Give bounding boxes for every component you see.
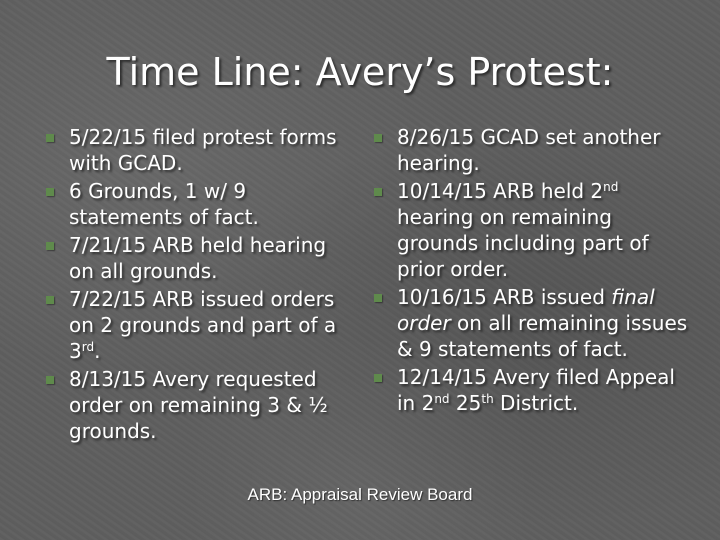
right-bullet-list xyxy=(374,124,694,418)
left-item-5 xyxy=(46,366,356,444)
bullet-text: 8/13/15 Avery requested order on remaining 3 & ½ grounds. xyxy=(69,367,328,443)
square-bullet-icon xyxy=(46,242,54,250)
square-bullet-icon xyxy=(374,134,382,142)
right-item-2 xyxy=(374,178,694,282)
bullet-text: on all remaining issues & 9 statements of fact. xyxy=(397,311,688,361)
superscript-text: nd xyxy=(434,392,450,406)
bullet-text: 7/21/15 ARB held hearing on all grounds. xyxy=(69,233,327,283)
footer-note: ARB: Appraisal Review Board xyxy=(247,485,473,504)
square-bullet-icon xyxy=(46,188,54,196)
bullet-text: 8/26/15 GCAD set another hearing. xyxy=(397,125,661,175)
left-item-4 xyxy=(46,286,356,364)
square-bullet-icon xyxy=(374,374,382,382)
square-bullet-icon xyxy=(46,296,54,304)
bullet-text: hearing on remaining grounds including part of prior order. xyxy=(397,205,649,281)
left-bullet-list xyxy=(46,124,356,446)
superscript-text: th xyxy=(481,392,494,406)
bullet-text: District. xyxy=(493,391,579,415)
bullet-text: 6 Grounds, 1 w/ 9 statements of fact. xyxy=(69,179,259,229)
left-item-2 xyxy=(46,178,356,230)
square-bullet-icon xyxy=(46,134,54,142)
slide-title: Time Line: Avery’s Protest: xyxy=(106,50,614,94)
bullet-text: . xyxy=(94,339,101,363)
bullet-text: 5/22/15 filed protest forms with GCAD. xyxy=(69,125,337,175)
square-bullet-icon xyxy=(374,294,382,302)
right-item-3 xyxy=(374,284,694,362)
right-item-1 xyxy=(374,124,694,176)
left-item-1 xyxy=(46,124,356,176)
left-item-3 xyxy=(46,232,356,284)
bullet-text: 25 xyxy=(449,391,482,415)
superscript-text: rd xyxy=(81,340,95,354)
bullet-text: 10/16/15 ARB issued xyxy=(397,285,612,309)
square-bullet-icon xyxy=(374,188,382,196)
right-item-4 xyxy=(374,364,694,416)
bullet-text: 7/22/15 ARB issued orders on 2 grounds and part of a 3 xyxy=(69,287,337,363)
bullet-text: 10/14/15 ARB held 2 xyxy=(397,179,604,203)
superscript-text: nd xyxy=(603,180,619,194)
emphasis-text: final order xyxy=(397,285,655,335)
square-bullet-icon xyxy=(46,376,54,384)
bullet-text: 12/14/15 Avery filed Appeal in 2 xyxy=(397,365,675,415)
